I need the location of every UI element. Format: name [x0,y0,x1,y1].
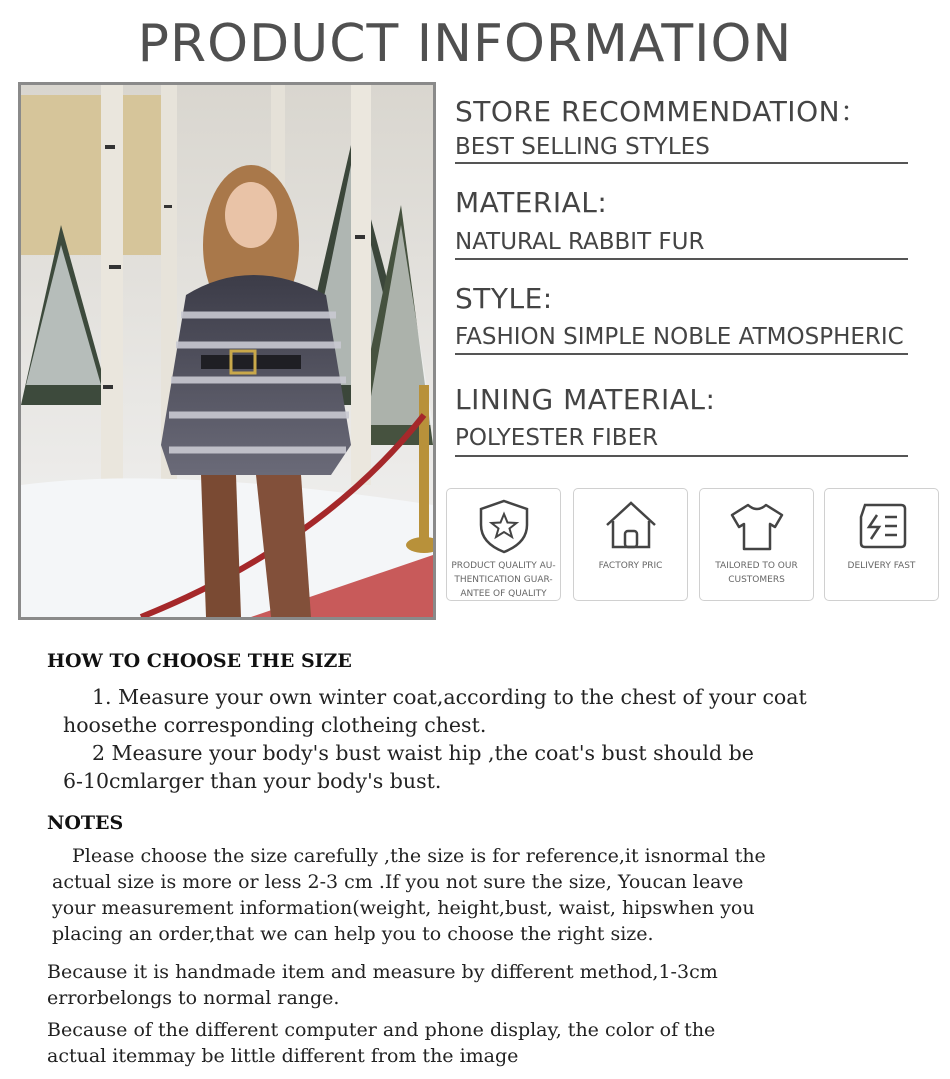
notes-line: your measurement information(weight, height,bust, waist, hipswhen you [52,897,755,919]
size-guide-line: 2 Measure your body's bust waist hip ,the coat's bust should be [92,741,754,765]
spec-divider [455,162,908,164]
page-title: PRODUCT INFORMATION [137,14,793,74]
spec-label-material: MATERIAL: [455,186,608,219]
badge-quality-line: ANTEE OF QUALITY [460,589,547,599]
delivery-icon [853,497,911,555]
shield-star-icon [475,497,533,555]
size-guide-line: hoosethe corresponding clotheing chest. [63,713,487,737]
notes-line: placing an order,that we can help you to choose the right size. [52,923,654,945]
size-guide-line: 6-10cmlarger than your body's bust. [63,769,442,793]
notes-display-line: Because of the different computer and phone display, the color of the [47,1019,716,1041]
notes-handmade-line: errorbelongs to normal range. [47,987,340,1009]
house-icon [602,497,660,555]
notes-display-line: actual itemmay be little different from the image [47,1045,519,1067]
badge-tailored-line: CUSTOMERS [728,575,785,585]
spec-value-style: FASHION SIMPLE NOBLE ATMOSPHERIC [455,324,904,350]
spec-divider [455,455,908,457]
badge-factory-price [573,488,688,601]
size-guide-line: 1. Measure your own winter coat,according to the chest of your coat [92,685,807,709]
notes-handmade-line: Because it is handmade item and measure by different method,1-3cm [47,961,718,983]
product-photo-illustration [21,85,433,617]
badge-tailored [699,488,814,601]
badge-quality-line: PRODUCT QUALITY AU- [451,561,556,571]
badge-quality-line: THENTICATION GUAR- [454,575,553,585]
notes-line: Please choose the size carefully ,the size is for reference,it isnormal the [72,845,766,867]
spec-value-material: NATURAL RABBIT FUR [455,229,705,255]
notes-line: actual size is more or less 2-3 cm .If you not sure the size, Youcan leave [52,871,744,893]
badge-delivery [824,488,939,601]
badge-delivery-line: DELIVERY FAST [847,561,916,571]
spec-label-store-recommendation: STORE RECOMMENDATION： [455,95,869,128]
size-guide-heading: HOW TO CHOOSE THE SIZE [47,650,352,672]
spec-value-store-recommendation: BEST SELLING STYLES [455,134,710,160]
badge-quality [446,488,561,601]
badge-tailored-line: TAILORED TO OUR [715,561,798,571]
notes-heading: NOTES [47,812,124,834]
product-photo [18,82,436,620]
spec-divider [455,353,908,355]
spec-label-style: STYLE: [455,282,553,315]
tshirt-icon [728,497,786,555]
spec-value-lining-material: POLYESTER FIBER [455,425,659,451]
spec-divider [455,258,908,260]
badge-factory-price-line: FACTORY PRIC [598,561,663,571]
spec-label-lining-material: LINING MATERIAL: [455,383,716,416]
